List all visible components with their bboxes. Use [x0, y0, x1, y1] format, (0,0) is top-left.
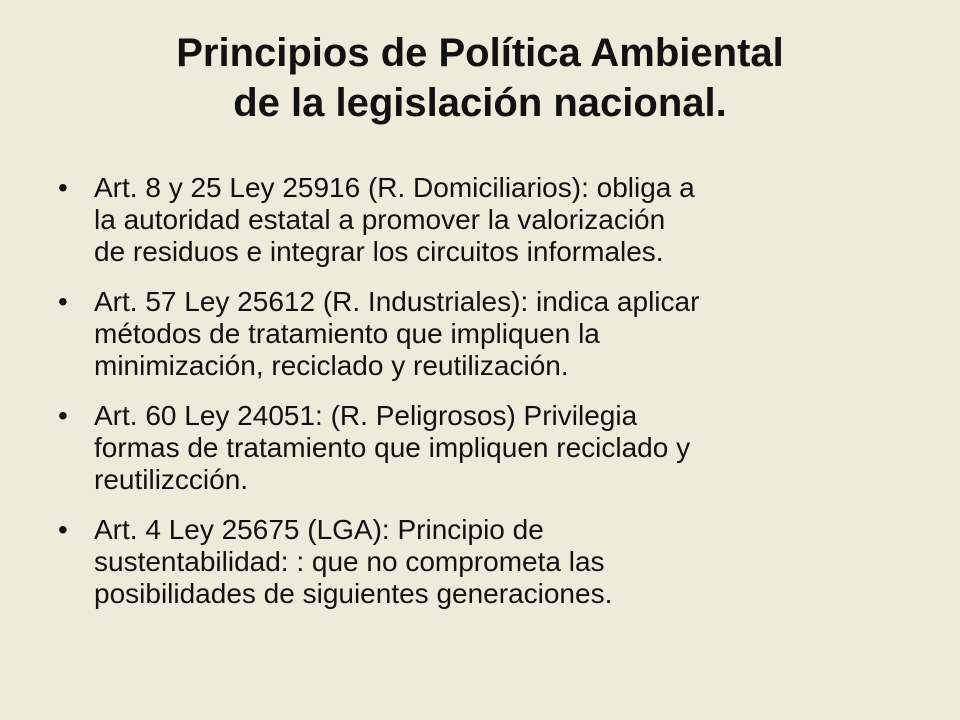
bullet-marker: • [58, 400, 68, 431]
bullet-1-line-2: la autoridad estatal a promover la valorización [94, 204, 666, 235]
bullet-2-line-1: Art. 57 Ley 25612 (R. Industriales): indica aplicar [94, 286, 700, 317]
bullet-2-line-2: métodos de tratamiento que impliquen la [94, 318, 600, 349]
bullet-1-line-3: de residuos e integrar los circuitos informales. [94, 236, 664, 267]
bullet-4-line-3: posibilidades de siguientes generaciones. [94, 578, 613, 609]
bullet-marker: • [58, 286, 68, 317]
bullet-3-line-3: reutilizcción. [94, 464, 249, 495]
bullet-item-1 [58, 172, 908, 268]
slide-title-line-2: de la legislación nacional. [233, 81, 727, 125]
bullet-item-2 [58, 286, 908, 382]
bullet-3-line-2: formas de tratamiento que impliquen reciclado y [94, 432, 691, 463]
bullet-item-3 [58, 400, 908, 496]
slide-title-line-1: Principios de Política Ambiental [176, 31, 784, 75]
bullet-1-line-1: Art. 8 y 25 Ley 25916 (R. Domiciliarios): obliga a [94, 172, 695, 203]
bullet-marker: • [58, 514, 68, 545]
bullet-2-line-3: minimización, reciclado y reutilización. [94, 350, 569, 381]
bullet-3-line-1: Art. 60 Ley 24051: (R. Peligrosos) Privilegia [94, 400, 638, 431]
slide-title [40, 28, 920, 128]
bullet-marker: • [58, 172, 68, 203]
bullet-item-4 [58, 514, 908, 610]
bullet-4-line-2: sustentabilidad: : que no comprometa las [94, 546, 605, 577]
bullet-list [58, 172, 908, 628]
bullet-4-line-1: Art. 4 Ley 25675 (LGA): Principio de [94, 514, 544, 545]
